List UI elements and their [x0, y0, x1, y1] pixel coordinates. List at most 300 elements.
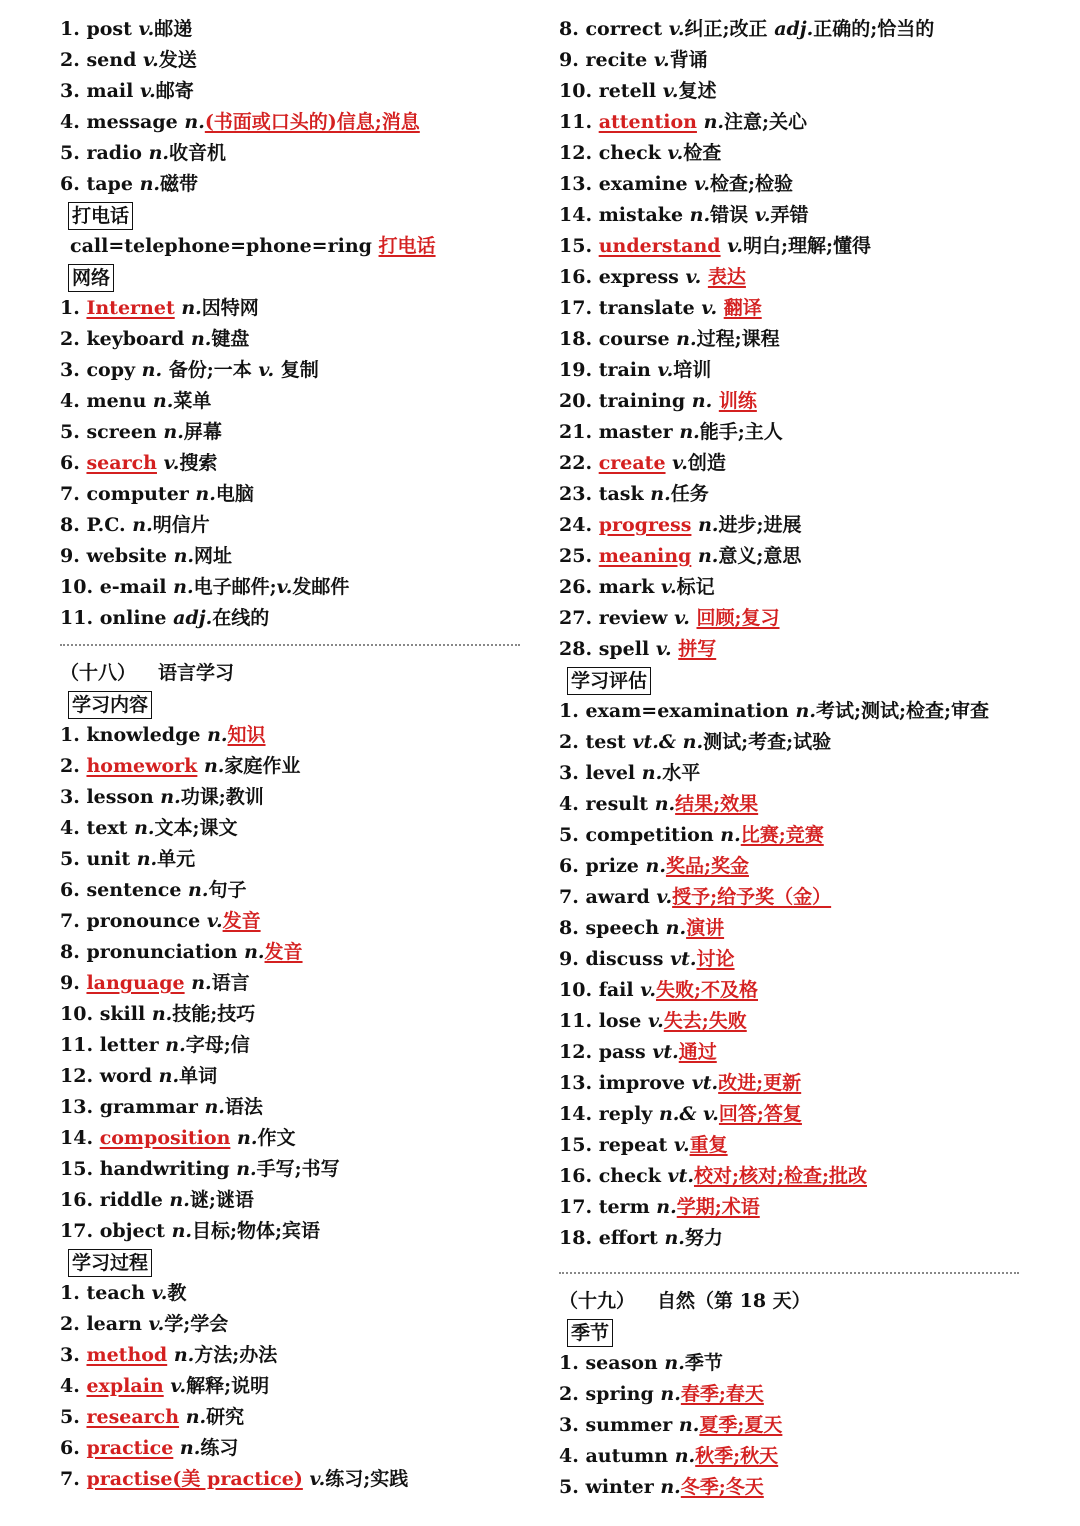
entry-definition: 努力 [684, 1227, 723, 1249]
part-of-speech: n. [171, 1220, 193, 1242]
vocab-entry [559, 107, 1019, 138]
entry-word: season [585, 1352, 658, 1374]
entry-number: 1. [60, 1282, 80, 1304]
entry-word: spell [598, 638, 650, 660]
left-column [60, 14, 520, 1495]
part-of-speech: n. [141, 359, 163, 381]
part-of-speech: n. [660, 1383, 681, 1405]
section-18-title [60, 658, 520, 689]
entry-definition: 练习 [200, 1437, 239, 1459]
entry-definition-highlighted: 失败;不及格 [655, 979, 758, 1001]
vocab-entry [60, 355, 520, 386]
entry-number: 9. [559, 49, 579, 71]
entry-definition-2: 复制 [274, 359, 319, 381]
vocab-entry [559, 293, 1019, 324]
heading-study-content: 学习内容 [68, 691, 152, 719]
part-of-speech: n. [664, 1227, 685, 1249]
entry-number: 3. [559, 1414, 579, 1436]
entry-word: discuss [585, 948, 664, 970]
vocab-entry [60, 417, 520, 448]
entry-word: pronunciation [86, 941, 238, 963]
entry-word-highlighted: practise(美 practice) [86, 1468, 303, 1490]
phone-synonyms: call=telephone=phone=ring [70, 235, 379, 257]
vocab-entry [60, 45, 520, 76]
vocab-entry [559, 417, 1019, 448]
part-of-speech: v. [648, 1010, 664, 1032]
communication-list [60, 14, 520, 200]
entry-word-highlighted: Internet [86, 297, 175, 319]
heading-study-evaluation: 学习评估 [567, 667, 651, 695]
entry-number: 6. [60, 452, 80, 474]
entry-definition: 标记 [676, 576, 715, 598]
section-divider [60, 644, 520, 648]
part-of-speech: adj. [173, 607, 213, 629]
entry-word: teach [86, 1282, 146, 1304]
entry-number: 7. [559, 886, 579, 908]
part-of-speech: v. [656, 886, 673, 908]
part-of-speech: v. [674, 607, 690, 629]
entry-word: improve [598, 1072, 686, 1094]
vocab-entry [60, 138, 520, 169]
section-19-number: （十九） [559, 1290, 636, 1312]
part-of-speech: v. [694, 173, 711, 195]
entry-word: examine [598, 173, 688, 195]
part-of-speech: vt. [691, 1072, 719, 1094]
entry-word: competition [585, 824, 714, 846]
entry-definition: 创造 [687, 452, 726, 474]
vocab-entry [559, 541, 1019, 572]
part-of-speech: v. [667, 142, 684, 164]
vocab-entry [559, 1099, 1019, 1130]
entry-number: 3. [60, 80, 80, 102]
entry-number: 2. [60, 1313, 80, 1335]
entry-word: term [598, 1196, 650, 1218]
entry-word: check [598, 1165, 661, 1187]
part-of-speech: v. [139, 80, 156, 102]
vocab-entry [60, 1433, 520, 1464]
entry-definition: 搜索 [179, 452, 218, 474]
entry-definition: 功课;教训 [180, 786, 264, 808]
entry-definition: 菜单 [173, 390, 212, 412]
entry-word: object [99, 1220, 165, 1242]
part-of-speech: n. [678, 1414, 700, 1436]
vocab-entry [60, 968, 520, 999]
entry-word: lesson [86, 786, 154, 808]
part-of-speech: v. [655, 638, 672, 660]
vocab-entry [60, 386, 520, 417]
entry-word: screen [86, 421, 157, 443]
entry-word: autumn [585, 1445, 669, 1467]
vocab-entry [559, 1410, 1019, 1441]
heading-seasons: 季节 [567, 1319, 613, 1347]
entry-word-highlighted: progress [598, 514, 692, 536]
part-of-speech: v. [640, 979, 656, 1001]
vocab-entry [60, 1061, 520, 1092]
entry-word-highlighted: create [598, 452, 666, 474]
part-of-speech: n. [720, 824, 741, 846]
entry-number: 4. [60, 817, 80, 839]
right-column [559, 14, 1019, 1503]
vocab-entry [60, 1402, 520, 1433]
vocab-entry [60, 1030, 520, 1061]
entry-number: 22. [559, 452, 593, 474]
entry-definition-highlighted: 拼写 [678, 638, 717, 660]
entry-definition-highlighted: 发音 [264, 941, 303, 963]
part-of-speech: n. [236, 1158, 257, 1180]
entry-number: 14. [559, 204, 593, 226]
entry-number: 8. [559, 917, 579, 939]
part-of-speech: v. [142, 49, 159, 71]
entry-definition: 单词 [179, 1065, 218, 1087]
entry-number: 15. [60, 1158, 94, 1180]
part-of-speech: n. [676, 328, 697, 350]
part-of-speech: n. [181, 297, 202, 319]
entry-definition-highlighted: 秋季;秋天 [695, 1445, 779, 1467]
vocab-entry [559, 262, 1019, 293]
part-of-speech: n. [179, 1437, 201, 1459]
part-of-speech: n. [679, 421, 700, 443]
entry-number: 4. [559, 1445, 579, 1467]
entry-definition-highlighted: 演讲 [686, 917, 725, 939]
vocab-entry [559, 355, 1019, 386]
part-of-speech: v. [668, 18, 685, 40]
entry-definition: 网址 [194, 545, 233, 567]
vocab-entry [559, 1006, 1019, 1037]
entry-word: post [86, 18, 132, 40]
entry-definition: 解释;说明 [186, 1375, 270, 1397]
entry-word: word [99, 1065, 153, 1087]
vocab-entry [559, 1037, 1019, 1068]
part-of-speech: n. [207, 724, 228, 746]
entry-number: 2. [60, 328, 80, 350]
entry-number: 10. [559, 80, 593, 102]
entry-number: 6. [559, 855, 579, 877]
entry-word: keyboard [86, 328, 185, 350]
entry-word: radio [86, 142, 142, 164]
part-of-speech: n. [656, 1196, 677, 1218]
vocab-entry [60, 76, 520, 107]
entry-definition-highlighted: 讨论 [696, 948, 735, 970]
part-of-speech: v. [653, 49, 670, 71]
entry-definition-highlighted: 翻译 [723, 297, 762, 319]
vocab-entry [559, 975, 1019, 1006]
vocab-entry [559, 882, 1019, 913]
part-of-speech: v. [657, 359, 674, 381]
entry-number: 18. [559, 328, 593, 350]
entry-word: knowledge [86, 724, 201, 746]
part-of-speech: v. [170, 1375, 187, 1397]
part-of-speech: v. [673, 1134, 690, 1156]
entry-number: 8. [60, 514, 80, 536]
vocab-entry [559, 386, 1019, 417]
part-of-speech: n. [645, 855, 666, 877]
vocab-entry [559, 45, 1019, 76]
vocab-entry [559, 820, 1019, 851]
entry-number: 15. [559, 1134, 593, 1156]
entry-definition: 语法 [224, 1096, 263, 1118]
entry-definition: 在线的 [212, 607, 270, 629]
entry-number: 5. [60, 848, 80, 870]
part-of-speech: vt. [652, 1041, 679, 1063]
entry-number: 15. [559, 235, 593, 257]
section-divider [559, 1272, 1019, 1276]
vocab-entry [60, 107, 520, 138]
entry-word: learn [86, 1313, 142, 1335]
vocab-entry [60, 844, 520, 875]
entry-number: 16. [559, 266, 593, 288]
entry-number: 16. [559, 1165, 593, 1187]
vocab-entry [60, 1278, 520, 1309]
entry-number: 7. [60, 910, 80, 932]
vocab-entry [559, 1068, 1019, 1099]
entry-definition-highlighted: 回答;答复 [718, 1103, 802, 1125]
entry-word: grammar [99, 1096, 198, 1118]
entry-number: 17. [60, 1220, 94, 1242]
entry-word: check [598, 142, 661, 164]
entry-word: mark [598, 576, 655, 598]
part-of-speech: n. [173, 576, 194, 598]
entry-definition: 季节 [684, 1352, 723, 1374]
vocab-entry [60, 1340, 520, 1371]
entry-definition: 电子邮件; [193, 576, 277, 598]
vocab-entry [60, 541, 520, 572]
entry-number: 20. [559, 390, 593, 412]
season-list [559, 1348, 1019, 1503]
entry-word: handwriting [99, 1158, 230, 1180]
entry-definition: 目标;物体;宾语 [192, 1220, 321, 1242]
entry-word: speech [585, 917, 660, 939]
entry-number: 6. [60, 879, 80, 901]
part-of-speech: n. [191, 972, 212, 994]
entry-number: 3. [559, 762, 579, 784]
part-of-speech: n. [689, 204, 711, 226]
vocab-entry [559, 200, 1019, 231]
entry-number: 5. [60, 142, 80, 164]
entry-word-highlighted: homework [86, 755, 198, 777]
vocab-entry [559, 727, 1019, 758]
part-of-speech: n.& v. [658, 1103, 719, 1125]
entry-word: pronounce [86, 910, 201, 932]
part-of-speech: n. [169, 1189, 190, 1211]
part-of-speech: v. [685, 266, 702, 288]
entry-word: mail [86, 80, 134, 102]
vocab-entry [60, 875, 520, 906]
vocab-entry [559, 1472, 1019, 1503]
part-of-speech-2: v. [258, 359, 275, 381]
network-list [60, 293, 520, 634]
entry-word: prize [585, 855, 639, 877]
entry-word: fail [598, 979, 634, 1001]
vocab-entry [60, 169, 520, 200]
vocab-entry [559, 603, 1019, 634]
entry-definition-highlighted: (书面或口头的)信息;消息 [204, 111, 420, 133]
vocab-entry [559, 789, 1019, 820]
entry-word: unit [86, 848, 131, 870]
entry-word-highlighted: attention [598, 111, 697, 133]
entry-word: riddle [99, 1189, 163, 1211]
entry-number: 4. [60, 390, 80, 412]
part-of-speech: n. [697, 545, 719, 567]
vocab-entry [60, 1092, 520, 1123]
vocab-entry [559, 1348, 1019, 1379]
entry-word: online [99, 607, 167, 629]
entry-definition-2: 弄错 [770, 204, 809, 226]
entry-word: effort [598, 1227, 658, 1249]
vocab-entry [559, 913, 1019, 944]
entry-definition: 注意;关心 [724, 111, 808, 133]
entry-number: 6. [60, 1437, 80, 1459]
vocab-entry [60, 479, 520, 510]
vocab-entry [60, 1216, 520, 1247]
entry-definition-2: 发邮件 [292, 576, 350, 598]
part-of-speech: n. [188, 879, 209, 901]
entry-definition: 测试;考查;试验 [703, 731, 832, 753]
part-of-speech: n. [244, 941, 265, 963]
entry-word: text [86, 817, 128, 839]
part-of-speech: n. [664, 1352, 685, 1374]
vocab-entry [559, 1130, 1019, 1161]
vocab-entry [559, 510, 1019, 541]
part-of-speech: v. [660, 576, 677, 598]
part-of-speech: n. [165, 1034, 186, 1056]
heading-phone: 打电话 [68, 202, 133, 230]
entry-word: review [598, 607, 668, 629]
entry-definition: 检查 [683, 142, 722, 164]
part-of-speech: n. [190, 328, 212, 350]
entry-number: 12. [559, 1041, 593, 1063]
part-of-speech: n. [691, 390, 713, 412]
vocab-entry [559, 14, 1019, 45]
entry-definition-highlighted: 比赛;竞赛 [740, 824, 824, 846]
entry-word: P.C. [86, 514, 126, 536]
entry-definition-highlighted: 结果;效果 [675, 793, 759, 815]
vocab-entry [60, 510, 520, 541]
entry-definition-highlighted: 知识 [227, 724, 266, 746]
entry-number: 11. [60, 1034, 94, 1056]
part-of-speech: n. [665, 917, 687, 939]
entry-word: summer [585, 1414, 673, 1436]
entry-number: 3. [60, 786, 80, 808]
section-18-name: 语言学习 [158, 662, 235, 684]
entry-number: 13. [559, 1072, 593, 1094]
vocab-entry [60, 782, 520, 813]
vocab-entry [559, 138, 1019, 169]
entry-definition-highlighted: 失去;失败 [663, 1010, 747, 1032]
entry-word-highlighted: practice [86, 1437, 174, 1459]
entry-word: train [598, 359, 651, 381]
entry-definition: 背诵 [669, 49, 708, 71]
entry-word: send [86, 49, 137, 71]
entry-definition: 明信片 [152, 514, 210, 536]
heading-study-process: 学习过程 [68, 1249, 152, 1277]
entry-number: 6. [60, 173, 80, 195]
part-of-speech: vt. [670, 948, 697, 970]
entry-word: lose [598, 1010, 642, 1032]
entry-definition: 检查;检验 [710, 173, 794, 195]
vocab-entry [60, 1371, 520, 1402]
entry-word: reply [598, 1103, 653, 1125]
entry-definition: 谜;谜语 [189, 1189, 254, 1211]
part-of-speech: v. [138, 18, 155, 40]
vocab-entry [60, 603, 520, 634]
vocab-entry [60, 999, 520, 1030]
entry-number: 10. [60, 1003, 94, 1025]
entry-number: 2. [60, 49, 80, 71]
entry-definition: 屏幕 [183, 421, 222, 443]
vocab-entry [559, 944, 1019, 975]
part-of-speech: n. [158, 1065, 180, 1087]
part-of-speech: n. [152, 390, 174, 412]
entry-number: 24. [559, 514, 593, 536]
part-of-speech: n. [160, 786, 181, 808]
entry-number: 1. [559, 700, 579, 722]
entry-definition: 手写;书写 [256, 1158, 340, 1180]
entry-definition: 文本;课文 [154, 817, 238, 839]
part-of-speech: n. [203, 755, 225, 777]
part-of-speech: n. [698, 514, 719, 536]
entry-number: 11. [559, 1010, 593, 1032]
entry-number: 12. [60, 1065, 94, 1087]
entry-word-highlighted: language [86, 972, 185, 994]
entry-number: 4. [559, 793, 579, 815]
entry-number: 10. [60, 576, 94, 598]
vocab-entry [60, 1309, 520, 1340]
entry-definition: 作文 [257, 1127, 296, 1149]
entry-word: recite [585, 49, 648, 71]
vocab-entry [559, 1192, 1019, 1223]
entry-word: level [585, 762, 636, 784]
part-of-speech: n. [173, 545, 195, 567]
entry-definition: 考试;测试;检查;审查 [815, 700, 989, 722]
entry-word-highlighted: method [86, 1344, 168, 1366]
entry-definition: 语言 [211, 972, 250, 994]
entry-word: computer [86, 483, 189, 505]
vocab-entry [60, 906, 520, 937]
entry-definition: 收音机 [169, 142, 227, 164]
entry-definition: 字母;信 [185, 1034, 250, 1056]
entry-definition: 培训 [673, 359, 712, 381]
section-19-title [559, 1286, 1019, 1317]
entry-definition: 家庭作业 [224, 755, 301, 777]
entry-definition: 教 [167, 1282, 187, 1304]
entry-definition-highlighted: 春季;春天 [680, 1383, 764, 1405]
part-of-speech: n. [151, 1003, 173, 1025]
entry-word-highlighted: meaning [598, 545, 692, 567]
entry-definition: 方法;办法 [194, 1344, 278, 1366]
entry-word-highlighted: explain [86, 1375, 164, 1397]
entry-word: e-mail [99, 576, 167, 598]
entry-definition-highlighted: 通过 [678, 1041, 717, 1063]
entry-word: message [86, 111, 178, 133]
entry-number: 1. [60, 724, 80, 746]
part-of-speech: vt.& n. [632, 731, 704, 753]
entry-word: letter [99, 1034, 159, 1056]
vocab-entry [559, 1441, 1019, 1472]
part-of-speech: n. [237, 1127, 258, 1149]
entry-number: 18. [559, 1227, 593, 1249]
entry-number: 27. [559, 607, 593, 629]
vocab-entry [60, 293, 520, 324]
entry-number: 5. [60, 421, 80, 443]
entry-number: 10. [559, 979, 593, 1001]
entry-number: 17. [559, 1196, 593, 1218]
entry-word: repeat [598, 1134, 668, 1156]
vocab-entry [60, 1185, 520, 1216]
part-of-speech: v. [701, 297, 718, 319]
entry-definition-highlighted: 奖品;奖金 [665, 855, 749, 877]
entry-word: skill [99, 1003, 146, 1025]
entry-word-highlighted: search [86, 452, 157, 474]
